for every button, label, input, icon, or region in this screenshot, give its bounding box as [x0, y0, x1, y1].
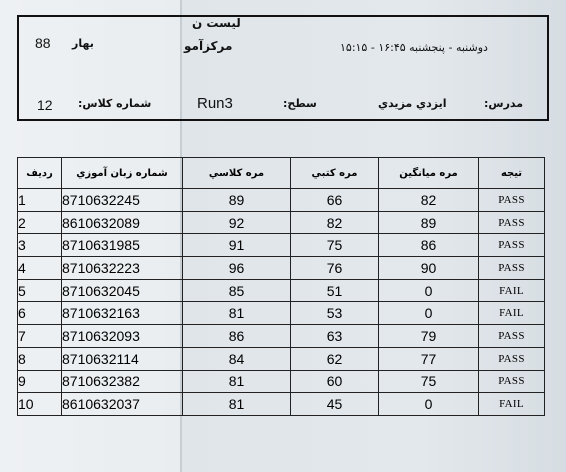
average-score-cell: 0 [379, 393, 479, 416]
student-id-cell: 8610632089 [62, 211, 183, 234]
written-score-cell: 63 [291, 325, 379, 348]
result-cell: PASS [479, 347, 545, 370]
row-number-cell: 10 [18, 393, 62, 416]
row-number-cell: 4 [18, 257, 62, 280]
table-row [18, 257, 545, 280]
result-cell: PASS [479, 325, 545, 348]
class-score-cell: 89 [183, 189, 291, 212]
average-score-cell: 77 [379, 347, 479, 370]
row-number-cell: 7 [18, 325, 62, 348]
student-id-cell: 8710632245 [62, 189, 183, 212]
student-id-cell: 8710632223 [62, 257, 183, 280]
average-score-cell: 86 [379, 234, 479, 257]
result-cell: FAIL [479, 393, 545, 416]
col-header-class-score: مره كلاسي [183, 158, 291, 189]
teacher-label: مدرس: [484, 97, 524, 110]
level-label: سطح: [283, 97, 317, 110]
class-number-label: شماره كلاس: [78, 97, 152, 110]
student-id-cell: 8710632114 [62, 347, 183, 370]
class-score-cell: 86 [183, 325, 291, 348]
average-score-cell: 0 [379, 302, 479, 325]
class-score-cell: 85 [183, 279, 291, 302]
row-number-cell: 8 [18, 347, 62, 370]
written-score-cell: 62 [291, 347, 379, 370]
average-score-cell: 0 [379, 279, 479, 302]
written-score-cell: 66 [291, 189, 379, 212]
average-score-cell: 89 [379, 211, 479, 234]
row-number-cell: 1 [18, 189, 62, 212]
class-score-cell: 96 [183, 257, 291, 280]
written-score-cell: 51 [291, 279, 379, 302]
written-score-cell: 60 [291, 370, 379, 393]
result-cell: PASS [479, 211, 545, 234]
result-cell: PASS [479, 234, 545, 257]
schedule-text: دوشنبه - پنجشنبه ۱۶:۴۵ - ۱۵:۱۵ [340, 41, 488, 54]
col-header-student-id: شماره زبان آموزي [62, 158, 183, 189]
written-score-cell: 76 [291, 257, 379, 280]
result-cell: FAIL [479, 302, 545, 325]
row-number-cell: 3 [18, 234, 62, 257]
table-header-row [18, 158, 545, 189]
result-cell: PASS [479, 257, 545, 280]
col-header-row-number: رديف [18, 158, 62, 189]
level-value: Run3 [197, 95, 233, 112]
table-row [18, 325, 545, 348]
class-score-cell: 81 [183, 302, 291, 325]
col-header-written-score: مره كتبي [291, 158, 379, 189]
table-row [18, 302, 545, 325]
grades-table [17, 157, 545, 416]
average-score-cell: 75 [379, 370, 479, 393]
row-number-cell: 6 [18, 302, 62, 325]
table-row [18, 347, 545, 370]
student-id-cell: 8610632037 [62, 393, 183, 416]
student-id-cell: 8710632093 [62, 325, 183, 348]
average-score-cell: 79 [379, 325, 479, 348]
class-score-cell: 81 [183, 393, 291, 416]
table-row [18, 211, 545, 234]
average-score-cell: 82 [379, 189, 479, 212]
result-cell: PASS [479, 370, 545, 393]
term-code: 88 [35, 35, 51, 51]
class-score-cell: 92 [183, 211, 291, 234]
term-name: بهار [72, 37, 94, 50]
center-name: مركزآمو [184, 39, 233, 53]
row-number-cell: 5 [18, 279, 62, 302]
teacher-name: ايزدي مزيدي [378, 97, 447, 110]
table-row [18, 234, 545, 257]
class-number-value: 12 [37, 97, 53, 113]
table-row [18, 393, 545, 416]
average-score-cell: 90 [379, 257, 479, 280]
student-id-cell: 8710632163 [62, 302, 183, 325]
row-number-cell: 2 [18, 211, 62, 234]
list-title: ليست ن [192, 16, 241, 30]
student-id-cell: 8710631985 [62, 234, 183, 257]
table-row [18, 189, 545, 212]
result-cell: PASS [479, 189, 545, 212]
table-row [18, 279, 545, 302]
row-number-cell: 9 [18, 370, 62, 393]
col-header-result: تيجه [479, 158, 545, 189]
student-id-cell: 8710632045 [62, 279, 183, 302]
written-score-cell: 82 [291, 211, 379, 234]
student-id-cell: 8710632382 [62, 370, 183, 393]
class-score-cell: 81 [183, 370, 291, 393]
table-row [18, 370, 545, 393]
class-score-cell: 84 [183, 347, 291, 370]
written-score-cell: 53 [291, 302, 379, 325]
result-cell: FAIL [479, 279, 545, 302]
class-score-cell: 91 [183, 234, 291, 257]
col-header-average-score: مره ميانگين [379, 158, 479, 189]
written-score-cell: 45 [291, 393, 379, 416]
written-score-cell: 75 [291, 234, 379, 257]
